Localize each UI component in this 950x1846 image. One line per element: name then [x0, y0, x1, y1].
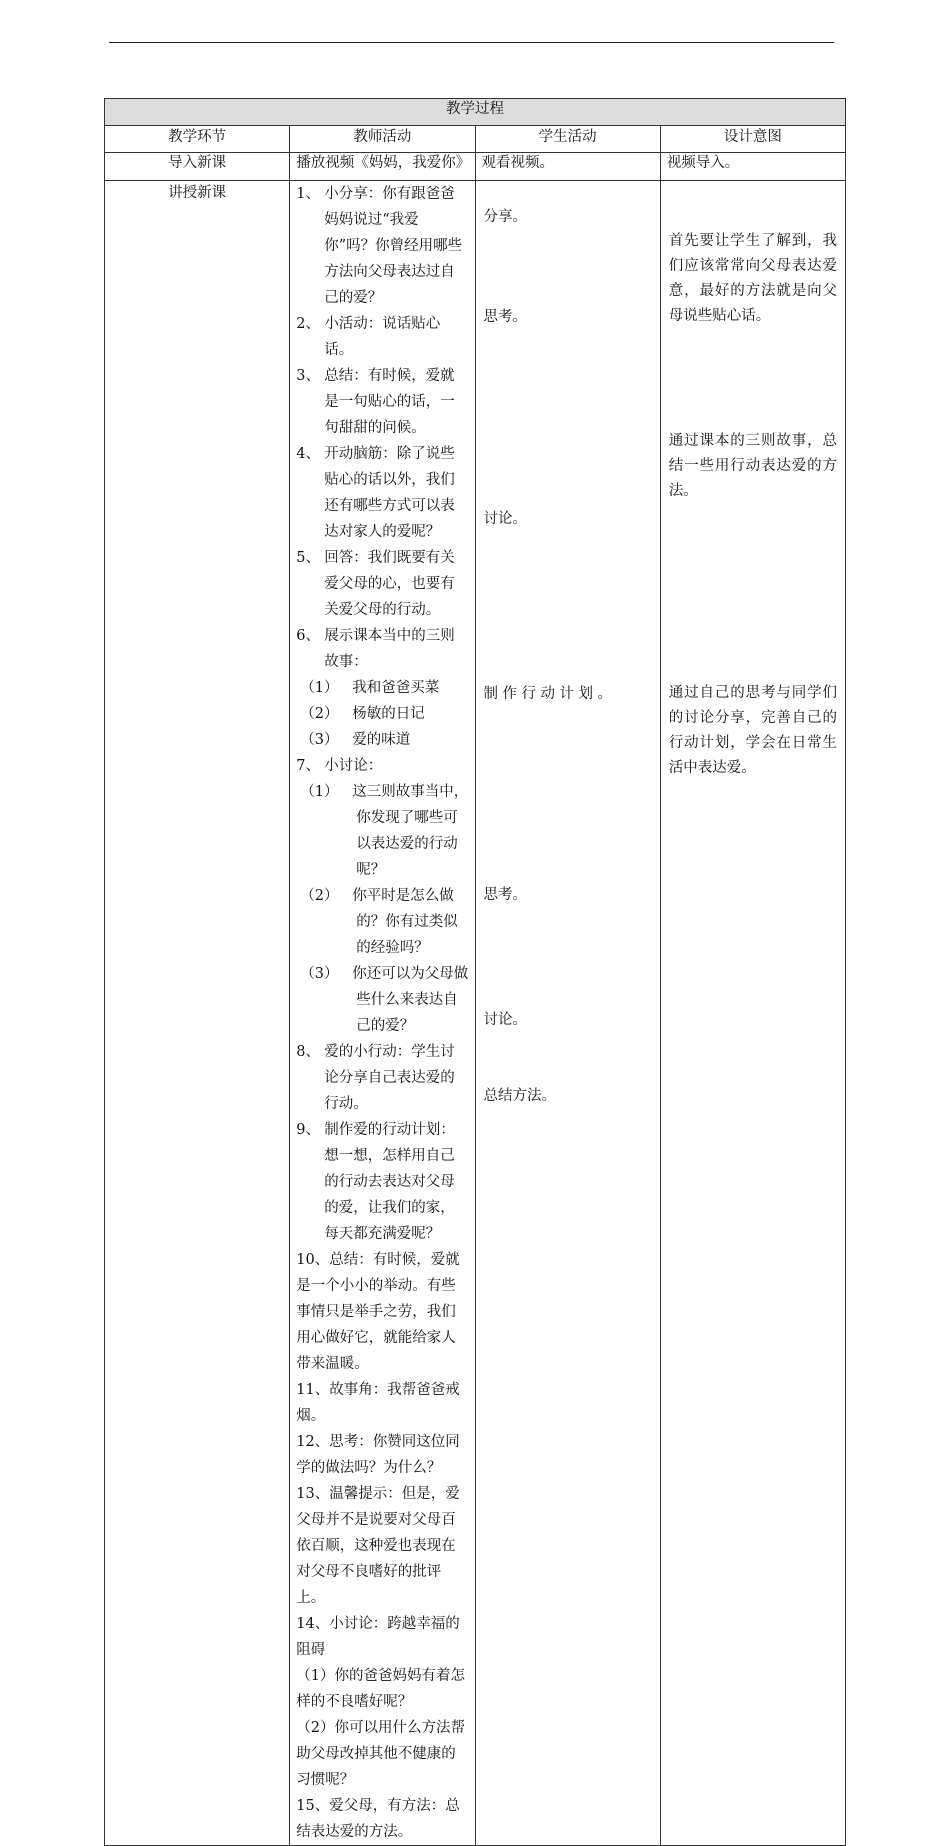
step-3: 3、 总结：有时候，爱就是一句贴心的话，一句甜甜的问候。 — [296, 368, 455, 436]
step-14-2: （2）你可以用什么方法帮助父母改掉其他不健康的习惯呢？ — [296, 1720, 465, 1788]
step-2: 2、 小活动：说话贴心话。 — [296, 316, 441, 358]
intro-intent: 视频导入。 — [660, 153, 845, 181]
intent-note-3: 通过自己的思考与同学们的讨论分享，完善自己的行动计划，学会在日常生活中表达爱。 — [668, 685, 837, 776]
table-title-row — [105, 99, 846, 126]
intro-student: 观看视频。 — [475, 153, 660, 181]
step-7: 7、 小讨论： — [296, 758, 383, 774]
header-design-intent: 设计意图 — [660, 126, 845, 153]
step-8: 8、 爱的小行动：学生讨论分享自己表达爱的行动。 — [296, 1044, 455, 1112]
header-student-activity: 学生活动 — [475, 126, 660, 153]
student-note-discuss-2: 讨论。 — [483, 1012, 527, 1028]
table-row-intro — [105, 153, 846, 181]
step-6: 6、 展示课本当中的三则故事： — [296, 628, 455, 670]
student-activity-column — [475, 181, 660, 1846]
step-5: 5、 回答：我们既要有关爱父母的心，也要有关爱父母的行动。 — [296, 550, 455, 618]
table-header-row — [105, 126, 846, 153]
lesson-process-table — [104, 98, 846, 1846]
intro-teacher: 播放视频《妈妈，我爱你》 — [290, 153, 475, 181]
step-6-2: （2） 杨敏的日记 — [300, 706, 425, 722]
intent-note-1: 首先要让学生了解到，我们应该常常向父母表达爱意，最好的方法就是向父母说些贴心话。 — [668, 233, 837, 324]
header-teacher-activity: 教师活动 — [290, 126, 475, 153]
student-note-think-2: 思考。 — [483, 887, 527, 903]
step-14-1: （1）你的爸爸妈妈有着怎样的不良嗜好呢？ — [296, 1668, 465, 1710]
student-note-summary: 总结方法。 — [483, 1088, 556, 1104]
step-6-3: （3） 爱的味道 — [300, 732, 411, 748]
step-7-1: （1） 这三则故事当中，你发现了哪些可以表达爱的行动呢？ — [300, 784, 469, 878]
step-11: 11、故事角：我帮爸爸戒烟。 — [296, 1382, 460, 1424]
design-intent-column — [660, 181, 845, 1846]
step-6-1: （1） 我和爸爸买菜 — [300, 680, 440, 696]
step-7-3: （3） 你还可以为父母做些什么来表达自己的爱？ — [300, 966, 469, 1034]
step-10: 10、总结：有时候，爱就是一个小小的举动。有些事情只是举手之劳，我们用心做好它，就能给家人带来温暖。 — [296, 1252, 460, 1372]
intent-note-2: 通过课本的三则故事，总结一些用行动表达爱的方法。 — [668, 433, 837, 499]
header-stage: 教学环节 — [105, 126, 290, 153]
step-14: 14、小讨论：跨越幸福的阻碍 — [296, 1616, 460, 1658]
teacher-steps — [290, 181, 475, 1846]
step-12: 12、思考：你赞同这位同学的做法吗？为什么？ — [296, 1434, 460, 1476]
step-9: 9、 制作爱的行动计划：想一想，怎样用自己的行动去表达对父母的爱，让我们的家，每天都充满爱呢？ — [296, 1122, 455, 1242]
intro-stage: 导入新课 — [105, 153, 290, 181]
main-stage: 讲授新课 — [105, 181, 290, 1846]
step-4: 4、 开动脑筋：除了说些贴心的话以外，我们还有哪些方式可以表达对家人的爱呢？ — [296, 446, 455, 540]
step-1: 1、 小分享：你有跟爸爸妈妈说过“我爱你”吗？你曾经用哪些方法向父母表达过自己的爱？ — [296, 186, 463, 306]
table-row-main — [105, 181, 846, 1846]
step-15: 15、爱父母，有方法：总结表达爱的方法。 — [296, 1798, 460, 1840]
table-title: 教学过程 — [105, 99, 846, 126]
step-7-2: （2） 你平时是怎么做的？你有过类似的经验吗？ — [300, 888, 458, 956]
page-header-rule — [109, 42, 834, 43]
student-note-share: 分享。 — [483, 209, 527, 225]
student-note-plan: 制作行动计划。 — [483, 686, 617, 702]
step-13: 13、温馨提示：但是，爱父母并不是说要对父母百依百顺，这种爱也表现在对父母不良嗜好的批评上。 — [296, 1486, 460, 1606]
student-note-think-1: 思考。 — [483, 309, 527, 325]
student-note-discuss-1: 讨论。 — [483, 511, 527, 527]
